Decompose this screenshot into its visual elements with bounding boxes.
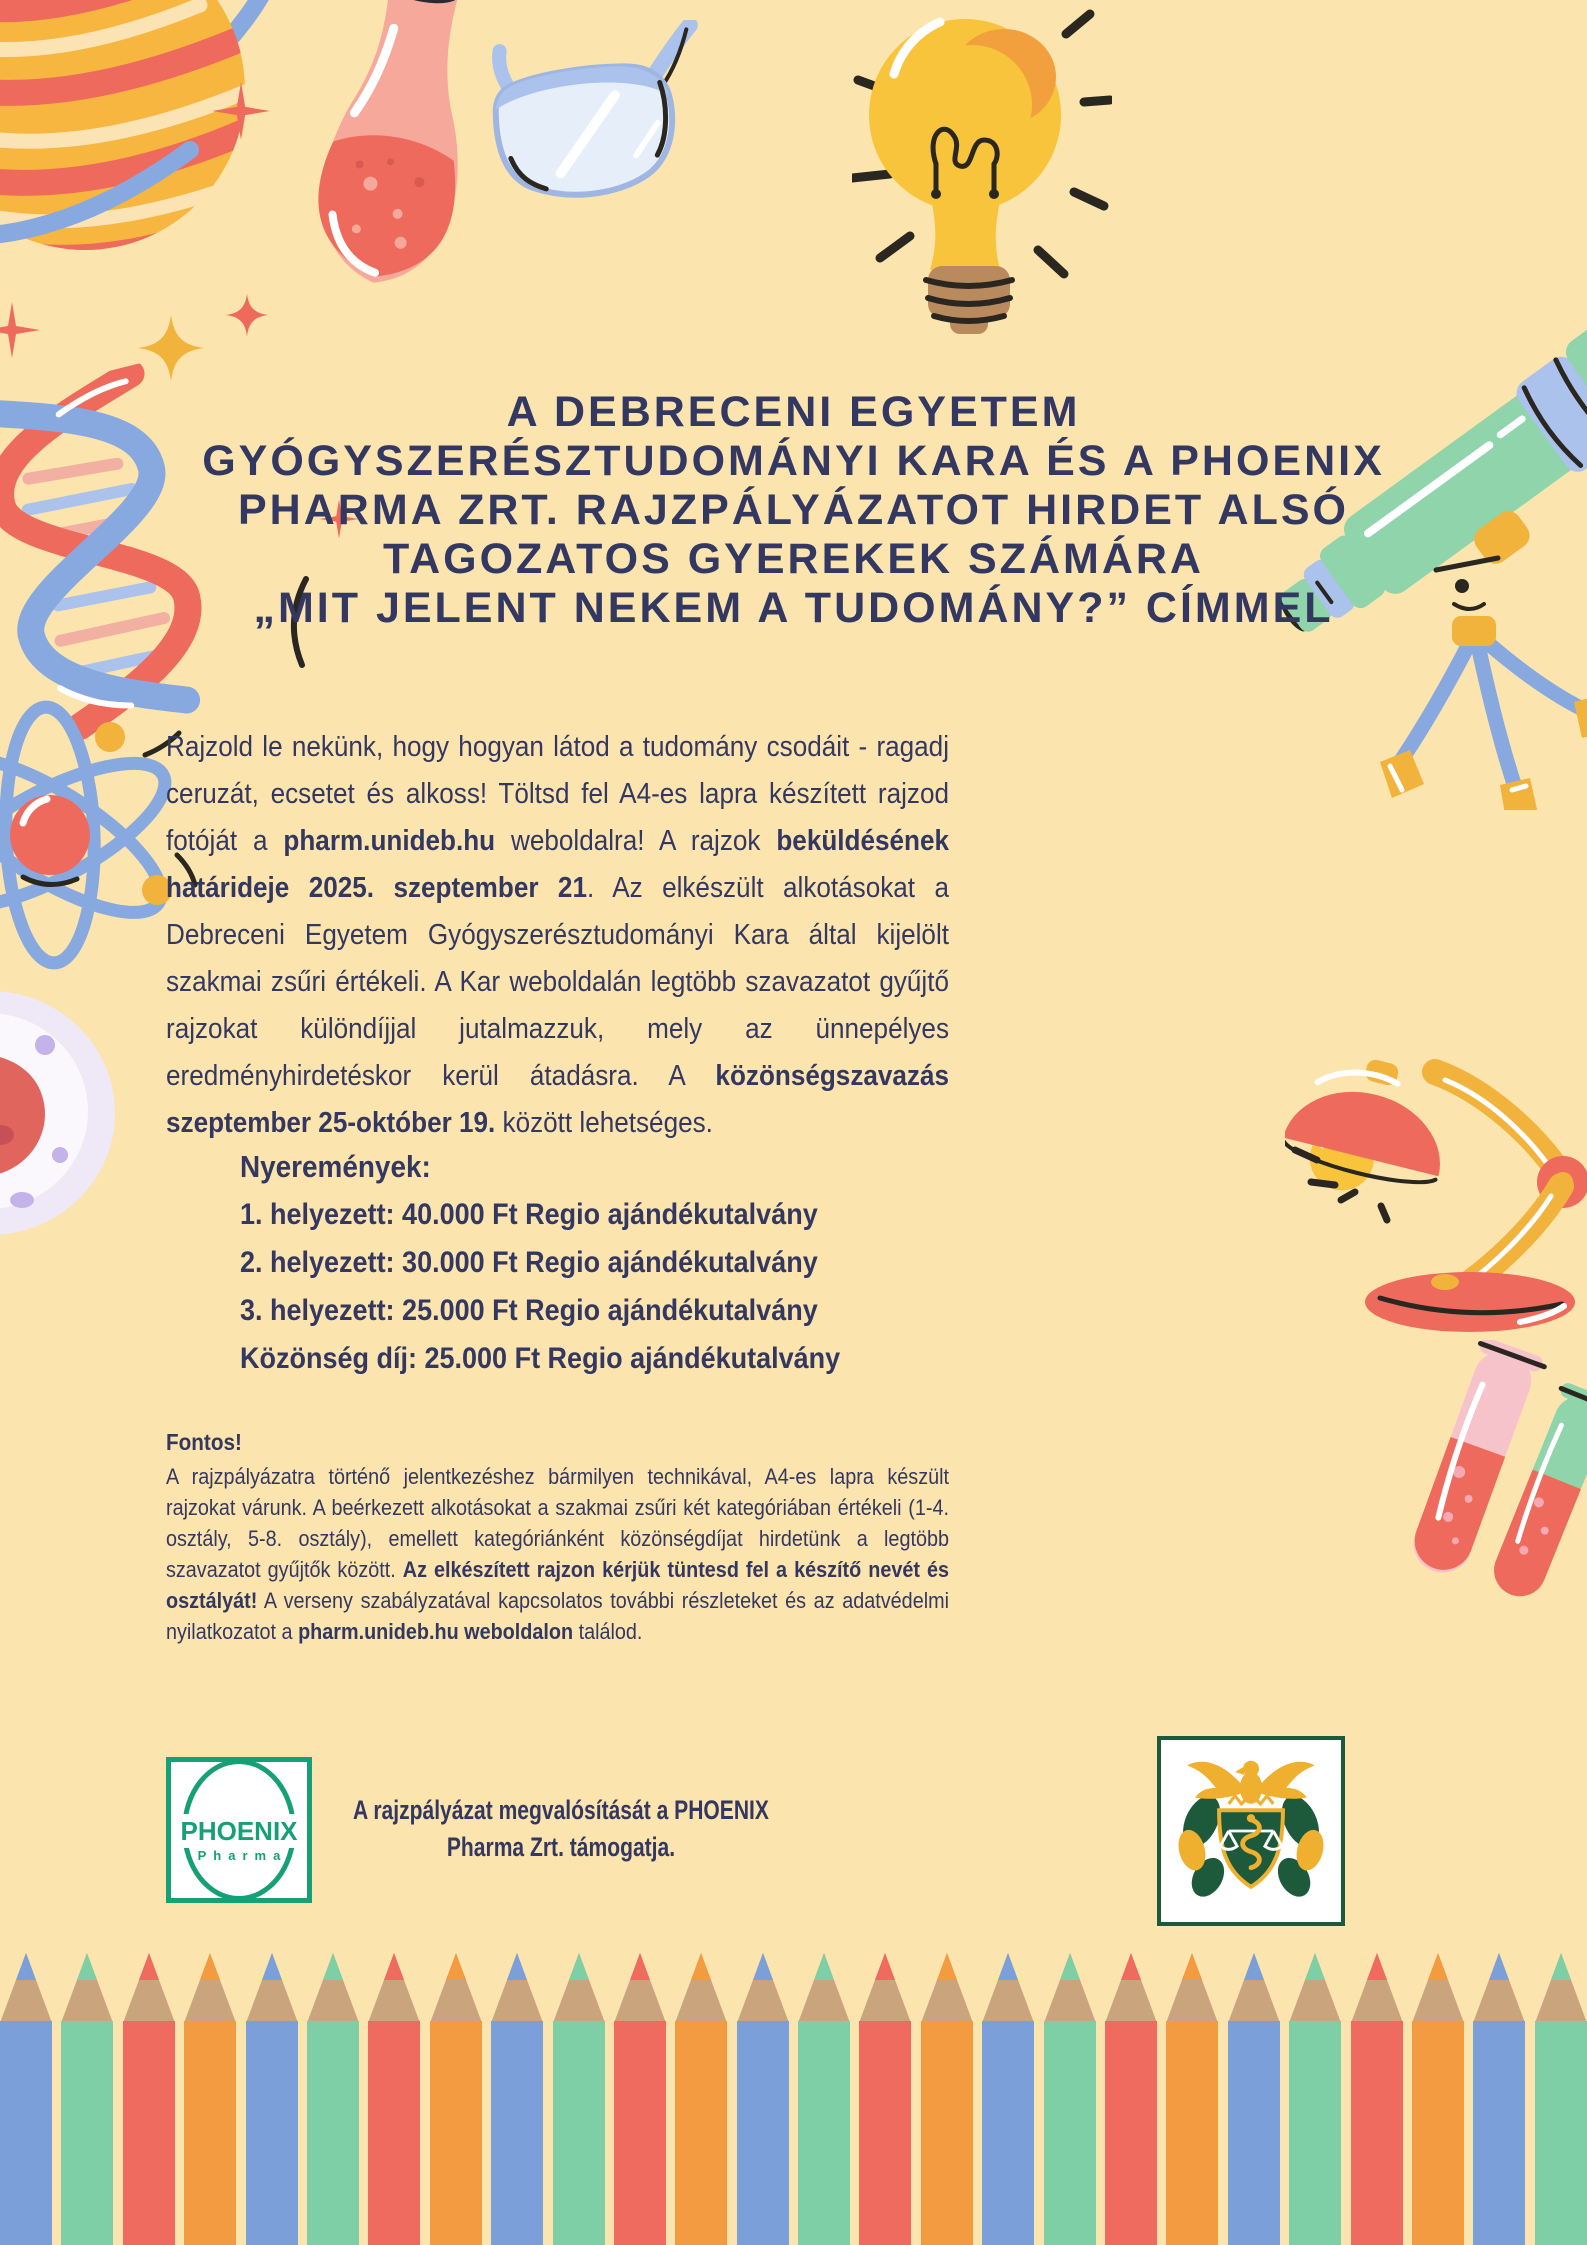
title-line: A DEBRECENI EGYETEM — [506, 388, 1081, 436]
support-text-line: Pharma Zrt. támogatja. — [446, 1832, 676, 1862]
pencil-icon — [430, 1953, 482, 2245]
pencil-icon — [184, 1953, 236, 2245]
pencil-icon — [307, 1953, 359, 2245]
phoenix-logo-subname: Pharma — [197, 1848, 288, 1863]
cell-icon — [0, 985, 130, 1240]
pencil-icon — [798, 1953, 850, 2245]
pencil-icon — [0, 1953, 52, 2245]
safety-goggles-icon — [468, 20, 713, 235]
pencil-icon — [1044, 1953, 1096, 2245]
pencil-icon — [737, 1953, 789, 2245]
title-line: TAGOZATOS GYEREKEK SZÁMÁRA — [383, 535, 1204, 583]
test-tubes-icon — [1398, 1340, 1587, 1600]
pencil-icon — [1228, 1953, 1280, 2245]
desk-lamp-icon — [1285, 1030, 1587, 1342]
pencil-icon — [921, 1953, 973, 2245]
pencil-icon — [491, 1953, 543, 2245]
pencil-icon — [1473, 1953, 1525, 2245]
sparkle-star-icon — [135, 312, 207, 384]
poster-title — [144, 388, 1444, 633]
prize-item: Közönség díj: 25.000 Ft Regio ajándékutalvány — [240, 1342, 841, 1375]
title-line: GYÓGYSZERÉSZTUDOMÁNYI KARA ÉS A PHOENIX — [202, 437, 1385, 485]
sparkle-plus-icon — [0, 300, 42, 360]
pencil-icon — [123, 1953, 175, 2245]
pencil-icon — [368, 1953, 420, 2245]
pencil-icon — [675, 1953, 727, 2245]
lightbulb-icon — [852, 0, 1112, 347]
prize-item: 1. helyezett: 40.000 Ft Regio ajándékutalvány — [240, 1198, 818, 1231]
pencil-icon — [61, 1953, 113, 2245]
pencil-icon — [246, 1953, 298, 2245]
sparkle-star-icon — [224, 292, 270, 338]
title-line: PHARMA ZRT. RAJZPÁLYÁZATOT HIRDET ALSÓ — [238, 486, 1349, 534]
intro-paragraph: Rajzold le nekünk, hogy hogyan látod a tudomány csodáit - ragadj ceruzát, ecsetet és alkoss! Töltsd fel A4-es lapra készített rajzod fotóját a pharm.unideb.hu weboldalra! A rajzok beküldésének határideje 2025. szeptember 21. Az elkészült alkotásokat a Debreceni Egyetem Gyógyszerésztudományi Kara által kijelölt szakmai zsűri értékeli. A Kar weboldalán legtöbb szavazatot gyűjtő rajzokat különdíjjal jutalmazzuk, mely az ünnepélyes eredményhirdetéskor kerül átadásra. A közönségszavazás szeptember 25-október 19. között lehetséges. — [166, 731, 949, 1139]
pencil-icon — [1535, 1953, 1587, 2245]
pencil-icon — [614, 1953, 666, 2245]
planet-icon — [0, 0, 280, 290]
prizes-heading: Nyeremények: — [240, 1149, 431, 1184]
university-crest-logo — [1157, 1736, 1345, 1926]
notes-heading: Fontos! — [166, 1429, 242, 1455]
pencil-icon — [1166, 1953, 1218, 2245]
sparkle-plus-icon — [210, 80, 272, 142]
prize-item: 2. helyezett: 30.000 Ft Regio ajándékutalvány — [240, 1246, 818, 1279]
notes-paragraph: A rajzpályázatra történő jelentkezéshez bármilyen technikával, A4-es lapra készült rajzokat várunk. A beérkezett alkotásokat a szakmai zsűri két kategóriában értékeli (1-4. osztály, 5-8. osztály), emellett kategóriánként közönségdíjat hirdetünk a legtöbb szavazatot gyűjtők között. Az elkészített rajzon kérjük tüntesd fel a készítő nevét és osztályát! A verseny szabályzatával kapcsolatos további részleteket és az adatvédelmi nyilatkozatot a pharm.unideb.hu weboldalon találod. — [166, 1464, 949, 1644]
support-text-line: A rajzpályázat megvalósítását a PHOENIX — [353, 1795, 769, 1825]
pencil-icon — [1105, 1953, 1157, 2245]
pencil-icon — [982, 1953, 1034, 2245]
prizes-section — [240, 1142, 924, 1383]
prize-item: 3. helyezett: 25.000 Ft Regio ajándékutalvány — [240, 1294, 818, 1327]
university-crest-icon — [1171, 1748, 1331, 1914]
notes-section — [166, 1427, 949, 1647]
support-text — [288, 1792, 834, 1866]
phoenix-logo-name: PHOENIX — [180, 1816, 298, 1846]
pencil-icon — [1351, 1953, 1403, 2245]
title-line: „MIT JELENT NEKEM A TUDOMÁNY?” CÍMMEL — [253, 584, 1334, 632]
pencil-icon — [859, 1953, 911, 2245]
pencil-icon — [1412, 1953, 1464, 2245]
pencil-icon — [1289, 1953, 1341, 2245]
pencil-border — [0, 1953, 1587, 2245]
pencil-icon — [553, 1953, 605, 2245]
